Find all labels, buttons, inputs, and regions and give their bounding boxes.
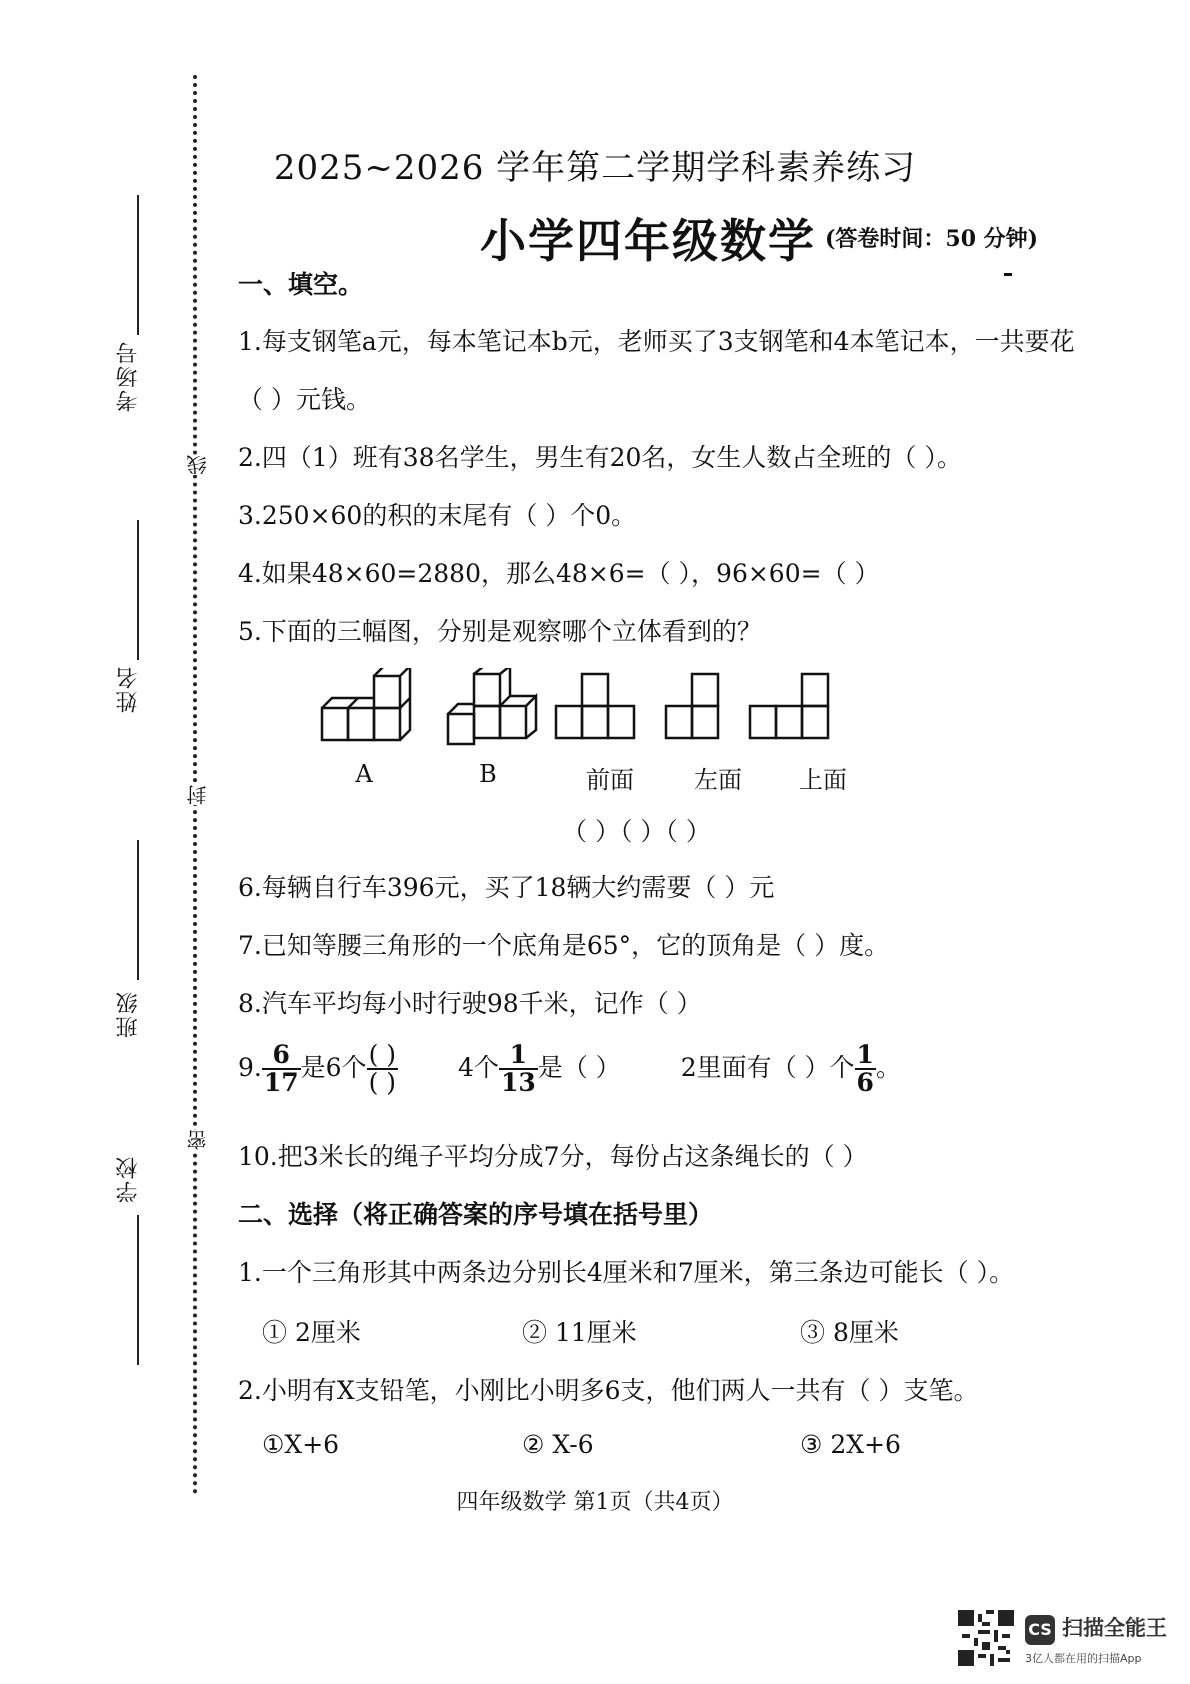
figure-a-icon [322, 668, 410, 740]
q9-f1-den: 17 [263, 1068, 299, 1098]
q7: 7.已知等腰三角形的一个底角是65°，它的顶角是（ ）度。 [238, 931, 890, 960]
s2-q2-opt2: ② X-6 [522, 1430, 594, 1459]
q6: 6.每辆自行车396元，买了18辆大约需要（ ）元 [238, 873, 775, 902]
label-front: 前面 [586, 766, 634, 794]
q9-blank-den: ( ) [368, 1068, 397, 1098]
s2-q1-opt3: ③ 8厘米 [800, 1318, 899, 1347]
q8: 8.汽车平均每小时行驶98千米，记作（ ） [238, 989, 702, 1018]
q9-part2: 4个 [458, 1052, 499, 1082]
q9-fraction-2 [499, 1042, 538, 1097]
q1-line1: 1.每支钢笔a元，每本笔记本b元，老师买了3支钢笔和4本笔记本，一共要花 [238, 327, 1075, 356]
section1-heading: 一、填空。 [238, 270, 364, 299]
label-b: B [479, 760, 497, 788]
q9-part3: 是（ ） [537, 1052, 621, 1082]
school-underline [137, 1215, 139, 1365]
page-title: 2025~2026 学年第二学期学科素养练习 [273, 148, 917, 188]
watermark-name: 扫描全能王 [1062, 1616, 1167, 1640]
q2: 2.四（1）班有38名学生，男生有20名，女生人数占全班的（ ）。 [238, 443, 962, 472]
q4: 4.如果48×60=2880，那么48×6=（ ），96×60=（ ） [238, 559, 880, 588]
name-underline [137, 520, 139, 660]
q9-end: 。 [875, 1052, 901, 1082]
q9-part1: 是6个 [300, 1052, 367, 1082]
class-label: 班级 [116, 990, 141, 1038]
exam-room-underline [137, 195, 139, 335]
figure-b-icon [448, 668, 536, 744]
front-view-icon [556, 674, 634, 738]
label-a: A [355, 760, 373, 788]
left-view-icon [666, 674, 718, 738]
q3: 3.250×60的积的末尾有（ ）个0。 [238, 501, 637, 530]
s2-q2: 2.小明有X支铅笔，小刚比小明多6支，他们两人一共有（ ）支笔。 [238, 1376, 979, 1405]
q9-f3-num: 1 [856, 1040, 874, 1069]
stray-mark [1004, 273, 1012, 276]
q9-blank-num: ( ) [368, 1040, 397, 1069]
s2-q2-opt1: ①X+6 [262, 1430, 340, 1459]
watermark-sub: 3亿人都在用的扫描App [1025, 1652, 1142, 1665]
label-left: 左面 [694, 766, 742, 794]
name-label: 姓名 [116, 665, 141, 713]
q1-line2: （ ）元钱。 [238, 385, 371, 414]
class-underline [137, 840, 139, 980]
q9-prefix: 9. [238, 1052, 262, 1082]
q9 [238, 1042, 901, 1097]
q9-f2-den: 13 [500, 1068, 536, 1098]
subject-title: 小学四年级数学 [480, 214, 816, 268]
q9-fraction-3 [855, 1042, 876, 1097]
top-view-icon [750, 674, 828, 738]
q9-part4: 2里面有（ ）个 [680, 1052, 855, 1082]
s2-q2-opt3: ③ 2X+6 [800, 1430, 901, 1459]
page-footer: 四年级数学 第1页（共4页） [456, 1490, 734, 1515]
binding-tick-seal: 封 [183, 785, 212, 805]
q5: 5.下面的三幅图，分别是观察哪个立体看到的？ [238, 617, 762, 646]
school-label: 学校 [116, 1155, 141, 1203]
s2-q1: 1.一个三角形其中两条边分别长4厘米和7厘米，第三条边可能长（ ）。 [238, 1258, 1015, 1287]
q5-figures [310, 668, 870, 758]
q9-fraction-1 [262, 1042, 301, 1097]
time-note: (答卷时间：50 分钟) [825, 226, 1039, 252]
exam-room-label: 考场号 [116, 340, 141, 412]
q9-f3-den: 6 [856, 1068, 874, 1098]
s2-q1-opt2: ② 11厘米 [522, 1318, 637, 1347]
s2-q1-opt1: ① 2厘米 [262, 1318, 361, 1347]
cs-logo-icon: CS [1025, 1615, 1055, 1645]
binding-tick-secret: 密 [183, 1130, 212, 1150]
q9-f1-num: 6 [262, 1042, 301, 1070]
q9-blank-fraction [367, 1042, 398, 1097]
binding-tick-line: 线 [183, 455, 212, 475]
qr-code-icon [958, 1610, 1014, 1666]
q9-f2-num: 1 [499, 1042, 538, 1070]
label-top: 上面 [799, 766, 847, 794]
section2-heading: 二、选择（将正确答案的序号填在括号里） [238, 1200, 714, 1229]
q10: 10.把3米长的绳子平均分成7分，每份占这条绳长的（ ） [238, 1142, 868, 1171]
q5-blanks: （ ）（ ）（ ） [562, 817, 711, 846]
